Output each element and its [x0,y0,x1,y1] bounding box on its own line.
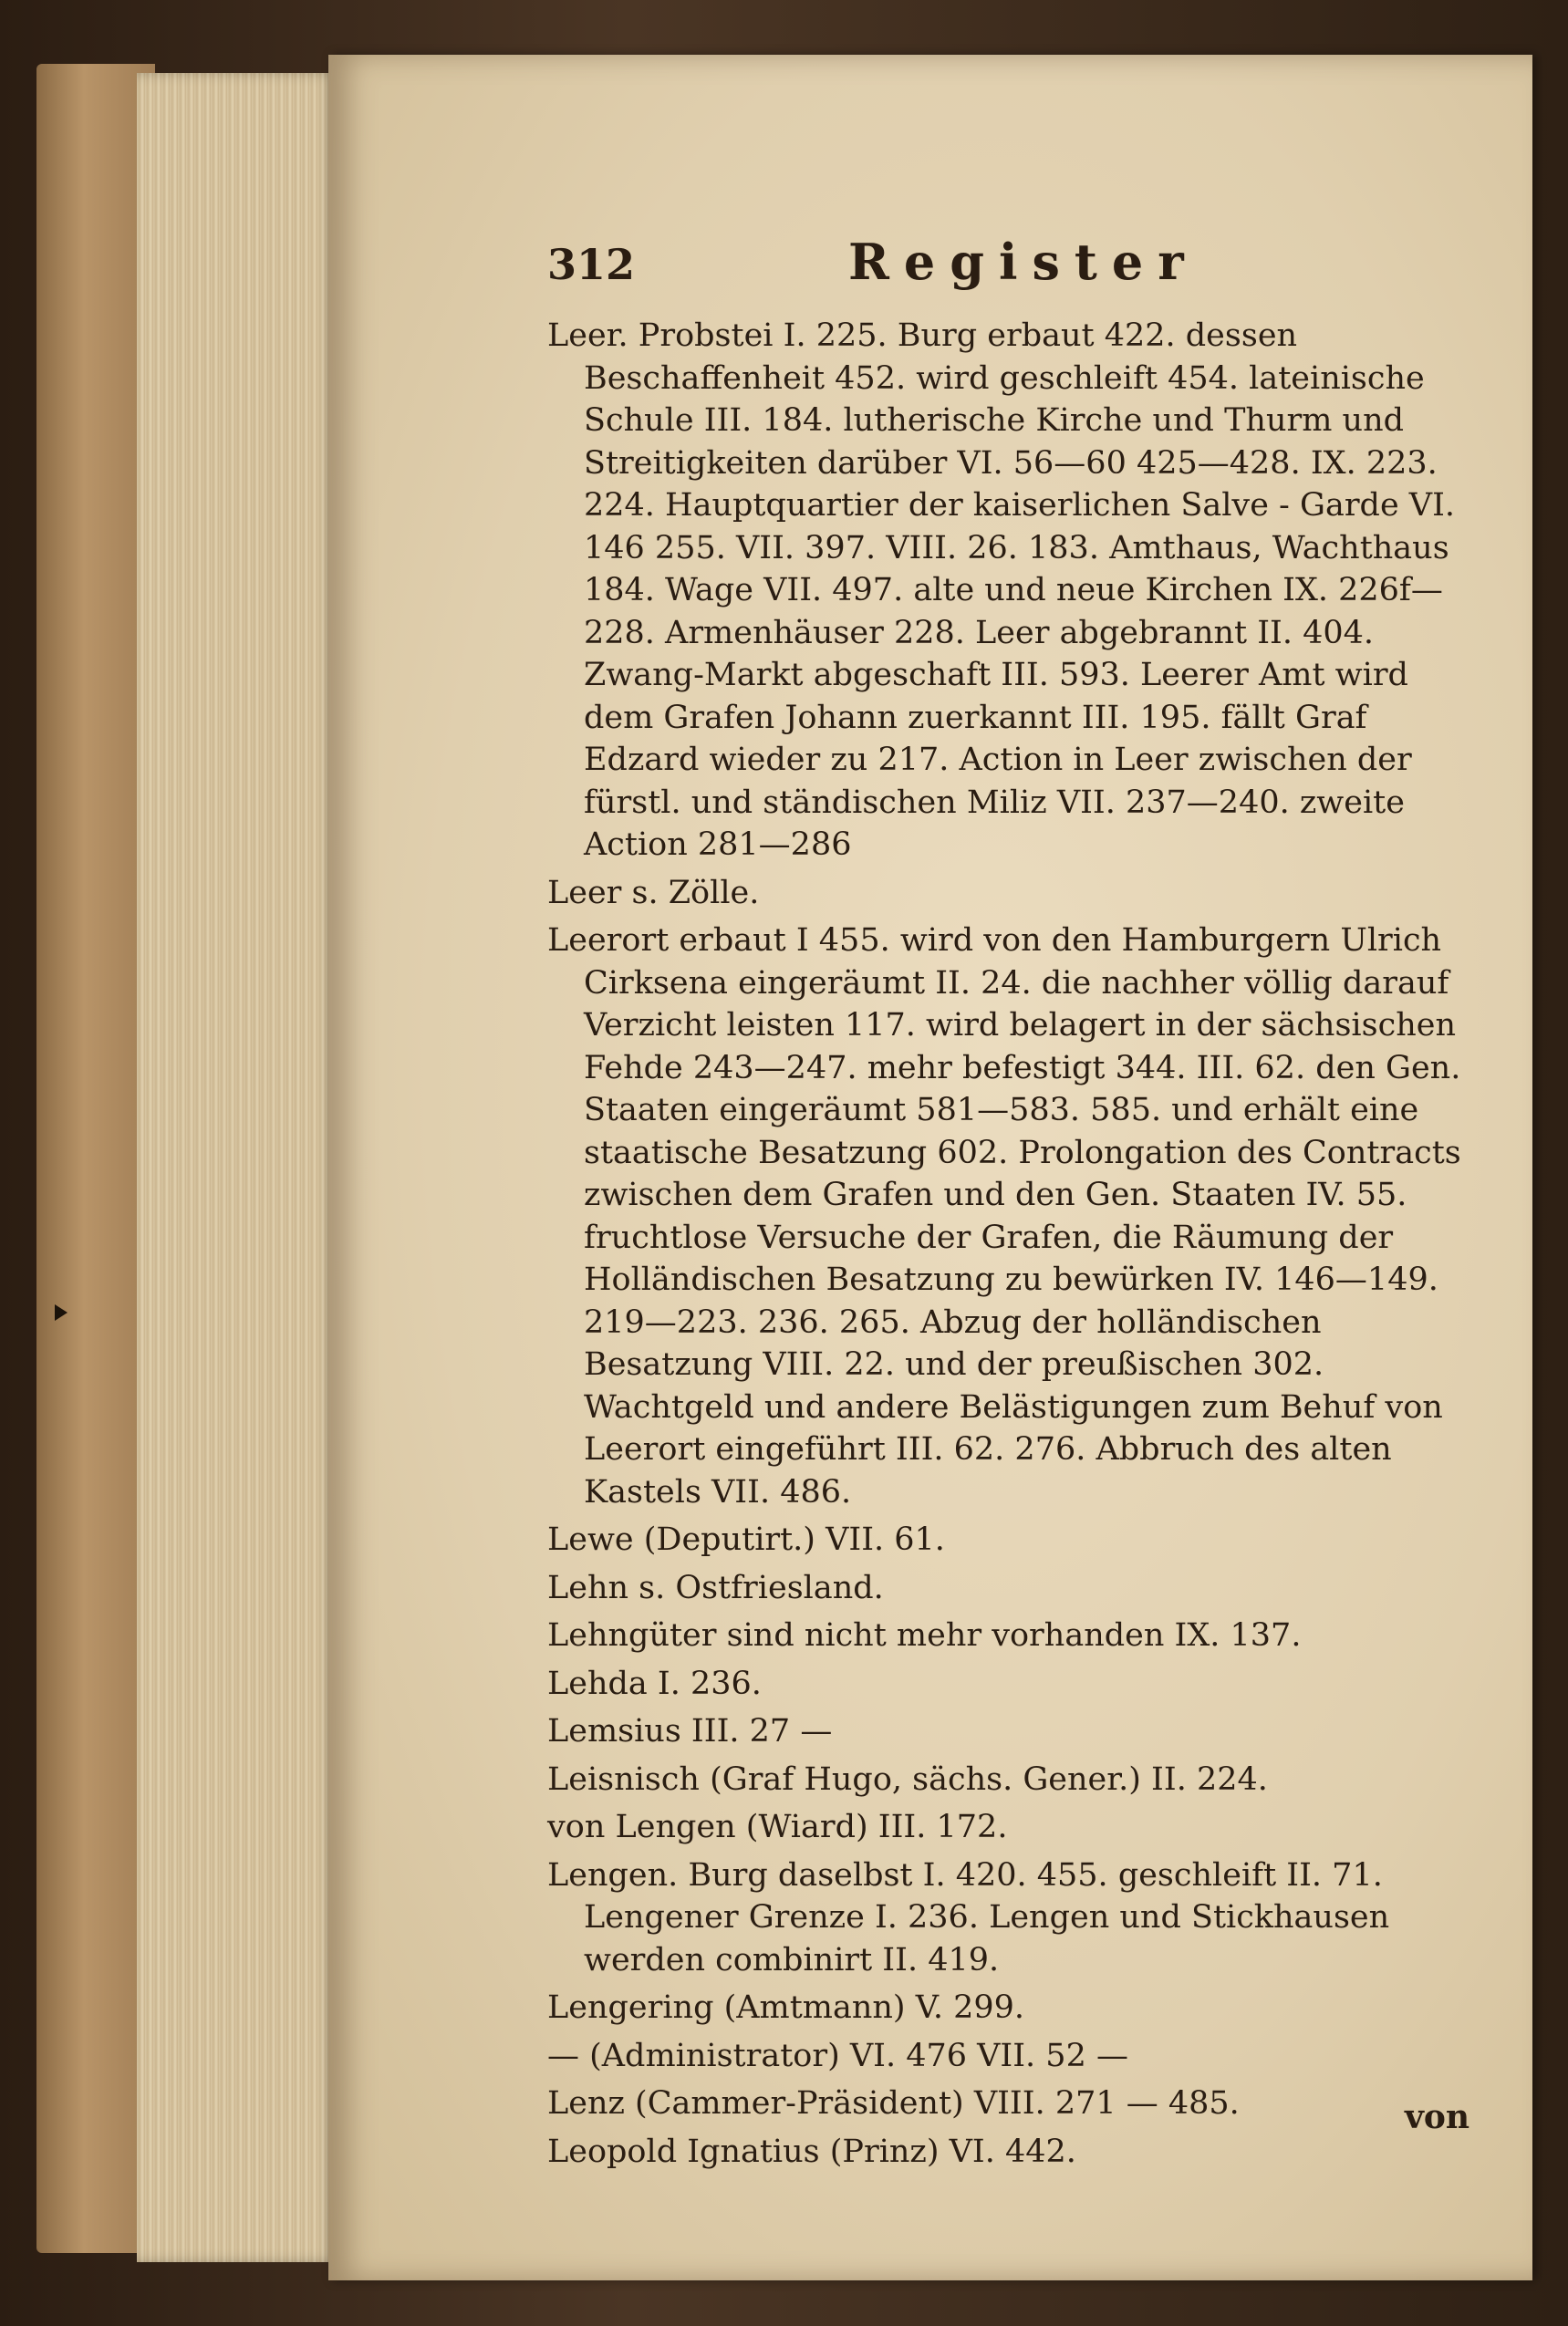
page-edges [137,73,337,2262]
page-title: Register [848,233,1199,291]
register-entries [547,315,1469,2170]
register-entry: Leisnisch (Graf Hugo, sächs. Gener.) II. 224. [547,1760,1268,1798]
register-entry: — (Administrator) VI. 476 VII. 52 — [547,2037,1128,2074]
register-entry: Lenz (Cammer-Präsident) VIII. 271 — 485. [547,2085,1240,2122]
register-entry: Leer. Probstei I. 225. Burg erbaut 422. dessen Beschaffenheit 452. wird geschleift 454. lateinische Schule III. 184. lutherische Kirche und Thurm und Streitigkeiten darüber VI. 56—60 425—428. IX. 223. 224. Hauptquartier der kaiserlichen Salve - Garde VI. 146 255. VII. 397. VIII. 26. 183. Amthaus, Wachthaus 184. Wage VII. 497. alte und neue Kirchen IX. 226f—228. Armenhäuser 228. Leer abgebrannt II. 404. Zwang-Markt abgeschaft III. 593. Leerer Amt wird dem Grafen Johann zuerkannt III. 195. fällt Graf Edzard wieder zu 217. Action in Leer zwischen der fürstl. und ständischen Miliz VII. 237—240. zweite Action 281—286 [547,317,1456,863]
page-number: 312 [547,240,636,289]
page-marker-icon [55,1304,67,1321]
register-entry: Lemsius III. 27 — [547,1713,833,1750]
register-entry: Lehn s. Ostfriesland. [547,1569,884,1606]
register-entry: Lengering (Amtmann) V. 299. [547,1989,1025,2026]
register-entry: Leerort erbaut I 455. wird von den Hamburgern Ulrich Cirksena eingeräumt II. 24. die nachher völlig darauf Verzicht leisten 117. wird belagert in der sächsischen Fehde 243—247. mehr befestigt 344. III. 62. den Gen. Staaten eingeräumt 581—583. 585. und erhält eine staatische Besatzung 602. Prolongation des Contracts zwischen dem Grafen und den Gen. Staaten IV. 55. fruchtlose Versuche der Grafen, die Räumung der Holländischen Besatzung zu bewürken IV. 146—149. 219—223. 236. 265. Abzug der holländischen Besatzung VIII. 22. und der preußischen 302. Wachtgeld und andere Belästigungen zum Behuf von Leerort eingeführt III. 62. 276. Abbruch des alten Kastels VII. 486. [547,922,1461,1511]
register-entry: Leopold Ignatius (Prinz) VI. 442. [547,2133,1076,2170]
register-entry: Lehda I. 236. [547,1665,762,1702]
register-entry: Leer s. Zölle. [547,874,760,911]
catchword: von [1405,2098,1470,2136]
register-entry: Lewe (Deputirt.) VII. 61. [547,1521,945,1558]
register-entry: von Lengen (Wiard) III. 172. [547,1809,1008,1845]
register-entry: Lehngüter sind nicht mehr vorhanden IX. 137. [547,1617,1302,1654]
register-entry: Lengen. Burg daselbst I. 420. 455. geschleift II. 71. Lengener Grenze I. 236. Lengen und Stickhausen werden combinirt II. 419. [547,1856,1390,1978]
page-header [547,233,1459,296]
